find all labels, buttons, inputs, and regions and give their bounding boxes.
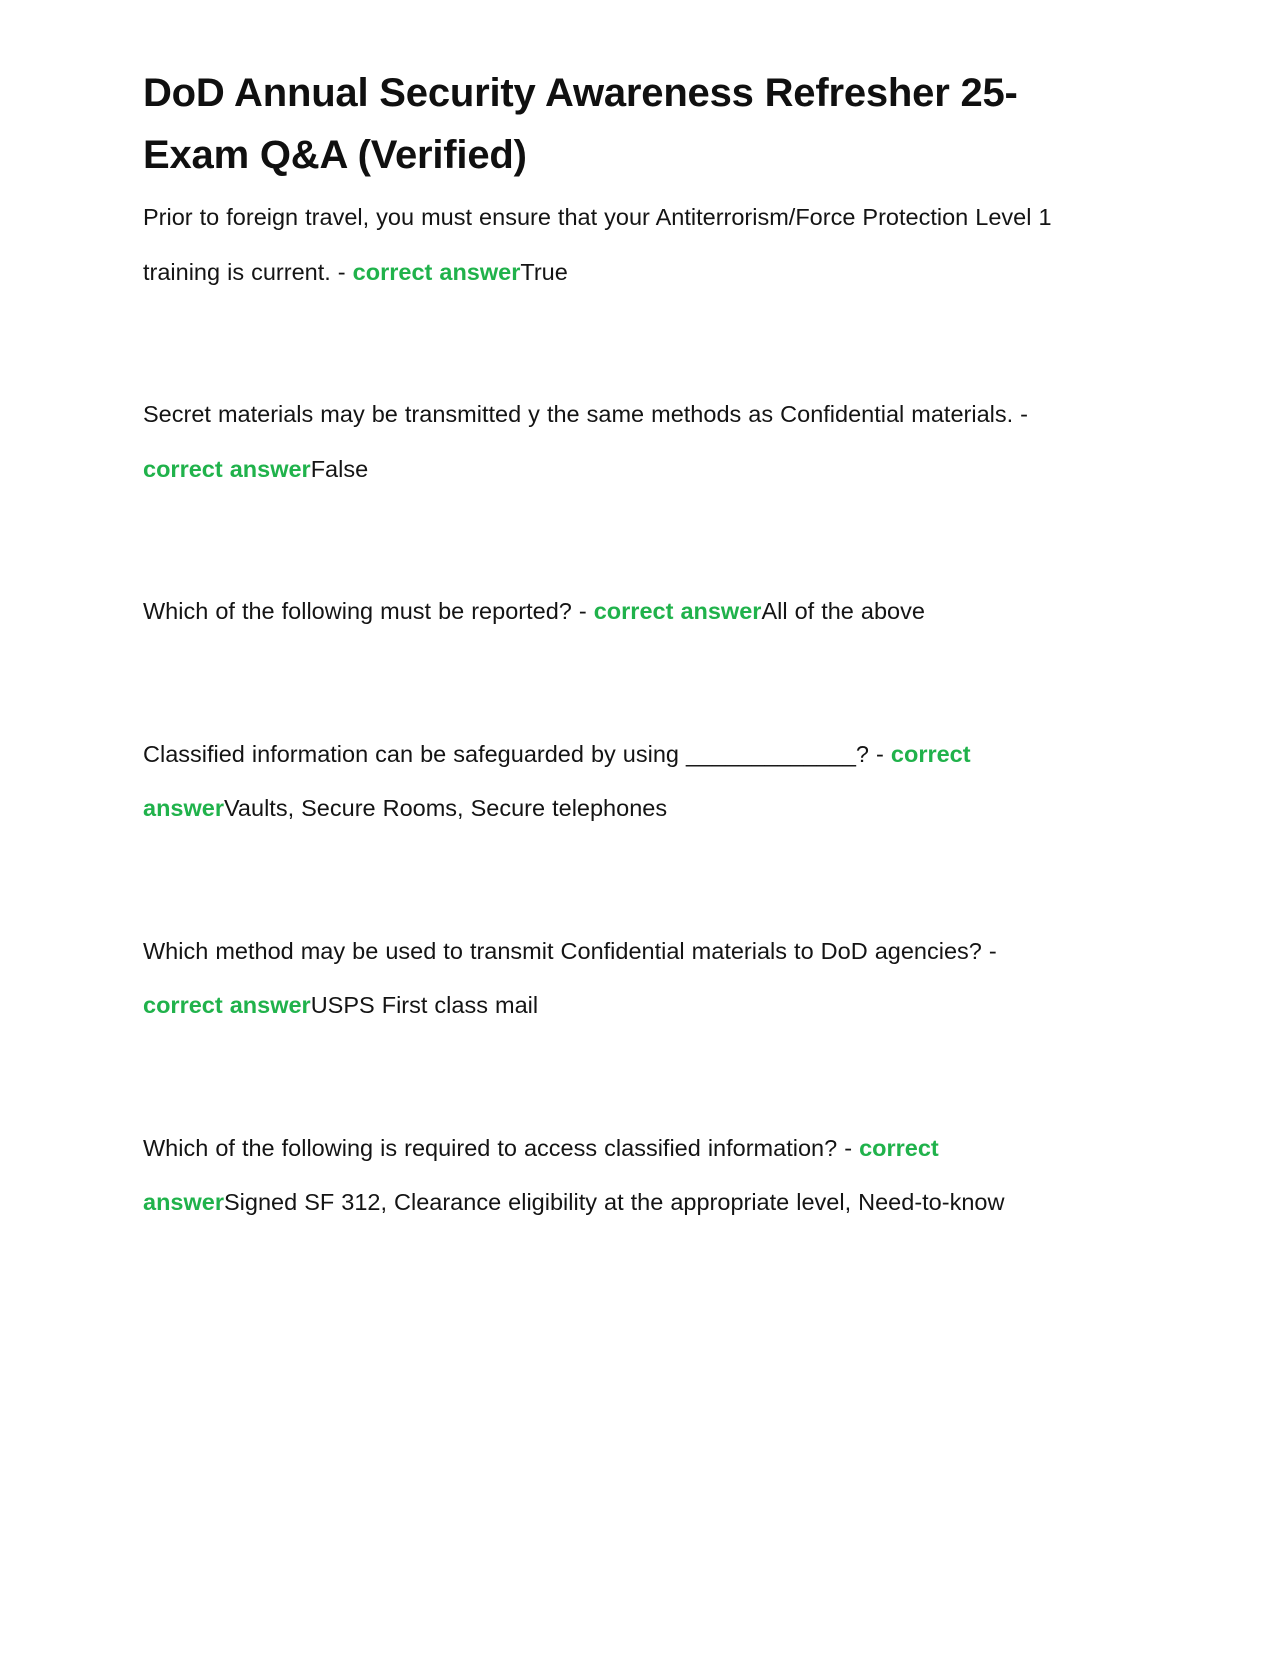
question-text: Classified information can be safeguarded by using _____________?	[143, 740, 869, 767]
answer-text: False	[310, 455, 369, 482]
answer-label: correct answer	[143, 740, 971, 822]
qa-item	[143, 1121, 1065, 1230]
block-spacer	[143, 496, 1065, 584]
block-spacer	[143, 836, 1065, 924]
separator: -	[837, 1134, 860, 1161]
answer-text: True	[520, 258, 568, 285]
separator: -	[981, 937, 997, 964]
answer-text: Vaults, Secure Rooms, Secure telephones	[224, 795, 668, 822]
answer-label: correct answer	[143, 455, 311, 482]
separator: -	[869, 740, 891, 767]
question-text: Which method may be used to transmit Confidential materials to DoD agencies?	[143, 937, 982, 964]
answer-label: correct answer	[352, 258, 521, 285]
answer-label: correct answer	[143, 992, 311, 1019]
qa-item	[143, 387, 1065, 496]
page-title: DoD Annual Security Awareness Refresher 25-Exam Q&A (Verified)	[143, 71, 1018, 177]
block-spacer	[143, 299, 1065, 387]
qa-item	[143, 924, 1065, 1033]
block-spacer	[143, 1033, 1065, 1121]
question-text: Which of the following is required to access classified information?	[143, 1134, 838, 1161]
separator: -	[571, 598, 594, 625]
question-text: Prior to foreign travel, you must ensure that your Antiterrorism/Force Protection Level 1 training is current.	[143, 204, 1052, 285]
qa-item	[143, 727, 1065, 836]
block-spacer	[143, 639, 1065, 727]
answer-text: USPS First class mail	[310, 992, 539, 1019]
qa-list	[143, 190, 1065, 1230]
answer-label: correct answer	[143, 1134, 939, 1216]
answer-text: All of the above	[761, 598, 925, 625]
qa-item	[143, 584, 1065, 639]
answer-text: Signed SF 312, Clearance eligibility at the appropriate level, Need-to-know	[224, 1189, 1005, 1216]
separator: -	[330, 258, 353, 285]
separator: -	[1013, 401, 1029, 428]
question-text: Secret materials may be transmitted y the same methods as Confidential materials.	[143, 401, 1014, 428]
qa-item	[143, 190, 1065, 299]
question-text: Which of the following must be reported?	[143, 598, 572, 625]
answer-label: correct answer	[593, 598, 762, 625]
